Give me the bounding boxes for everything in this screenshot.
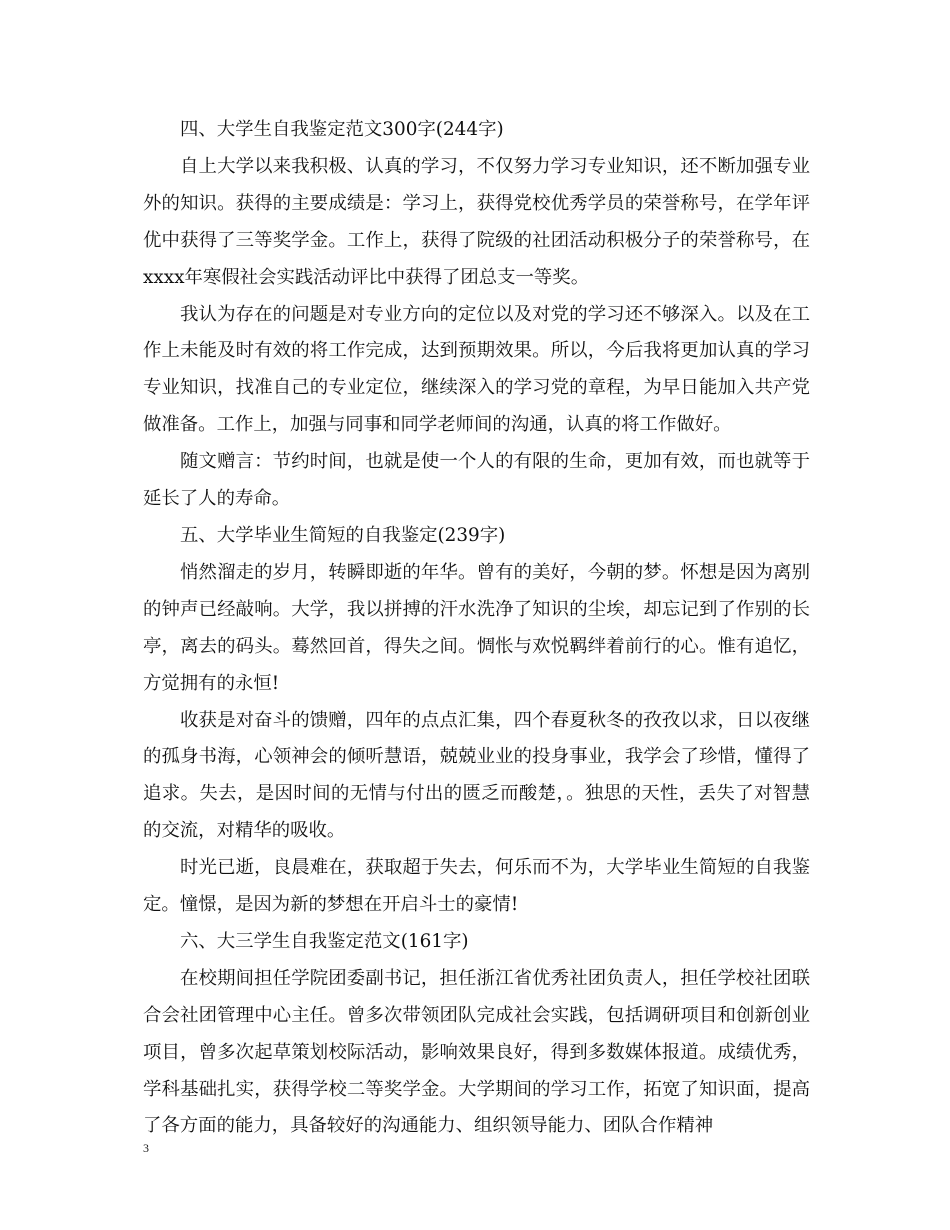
paragraph: 悄然溜走的岁月，转瞬即逝的年华。曾有的美好，今朝的梦。怀想是因为离别的钟声已经敲响。大学，我以拼搏的汗水洗净了知识的尘埃，却忘记到了作别的长亭，离去的码头。蓦然回首，得失之间。惆怅与欢悦羁绊着前行的心。惟有追忆，方觉拥有的永恒! bbox=[143, 561, 810, 694]
section-heading-5: 五、大学毕业生简短的自我鉴定(239字) bbox=[180, 524, 506, 546]
paragraph: 收获是对奋斗的馈赠，四年的点点汇集，四个春夏秋冬的孜孜以求，日以夜继的孤身书海，心领神会的倾听慧语，兢兢业业的投身事业，我学会了珍惜，懂得了追求。失去，是因时间的无情与付出的匮乏而酸楚，。独思的天性，丢失了对智慧的交流，对精华的吸收。 bbox=[143, 709, 810, 842]
section-heading-4: 四、大学生自我鉴定范文300字(244字) bbox=[180, 119, 504, 140]
paragraph: 随文赠言：节约时间，也就是使一个人的有限的生命，更加有效，而也就等于延长了人的寿命。 bbox=[143, 451, 810, 510]
paragraph: 时光已逝，良晨难在，获取超于失去，何乐而不为，大学毕业生简短的自我鉴定。憧憬，是因为新的梦想在开启斗士的豪情! bbox=[143, 857, 810, 916]
section-heading-6: 六、大三学生自我鉴定范文(161字) bbox=[180, 930, 469, 952]
paragraph: 在校期间担任学院团委副书记，担任浙江省优秀社团负责人，担任学校社团联合会社团管理中心主任。曾多次带领团队完成社会实践，包括调研项目和创新创业项目，曾多次起草策划校际活动，影响效果良好，得到多数媒体报道。成绩优秀，学科基础扎实，获得学校二等奖学金。大学期间的学习工作，拓宽了知识面，提高了各方面的能力，具备较好的沟通能力、组织领导能力、团队合作精神 bbox=[143, 967, 810, 1137]
paragraph: 我认为存在的问题是对专业方向的定位以及对党的学习还不够深入。以及在工作上未能及时有效的将工作完成，达到预期效果。所以，今后我将更加认真的学习专业知识，找准自己的专业定位，继续深入的学习党的章程，为早日能加入共产党做准备。工作上，加强与同事和同学老师间的沟通，认真的将工作做好。 bbox=[143, 303, 810, 436]
paragraph: 自上大学以来我积极、认真的学习，不仅努力学习专业知识，还不断加强专业外的知识。获得的主要成绩是：学习上，获得党校优秀学员的荣誉称号，在学年评优中获得了三等奖学金。工作上，获得了院级的社团活动积极分子的荣誉称号，在xxxx年寒假社会实践活动评比中获得了团总支一等奖。 bbox=[143, 155, 810, 288]
page-number: 3 bbox=[143, 1141, 149, 1155]
document-body bbox=[143, 112, 810, 1145]
